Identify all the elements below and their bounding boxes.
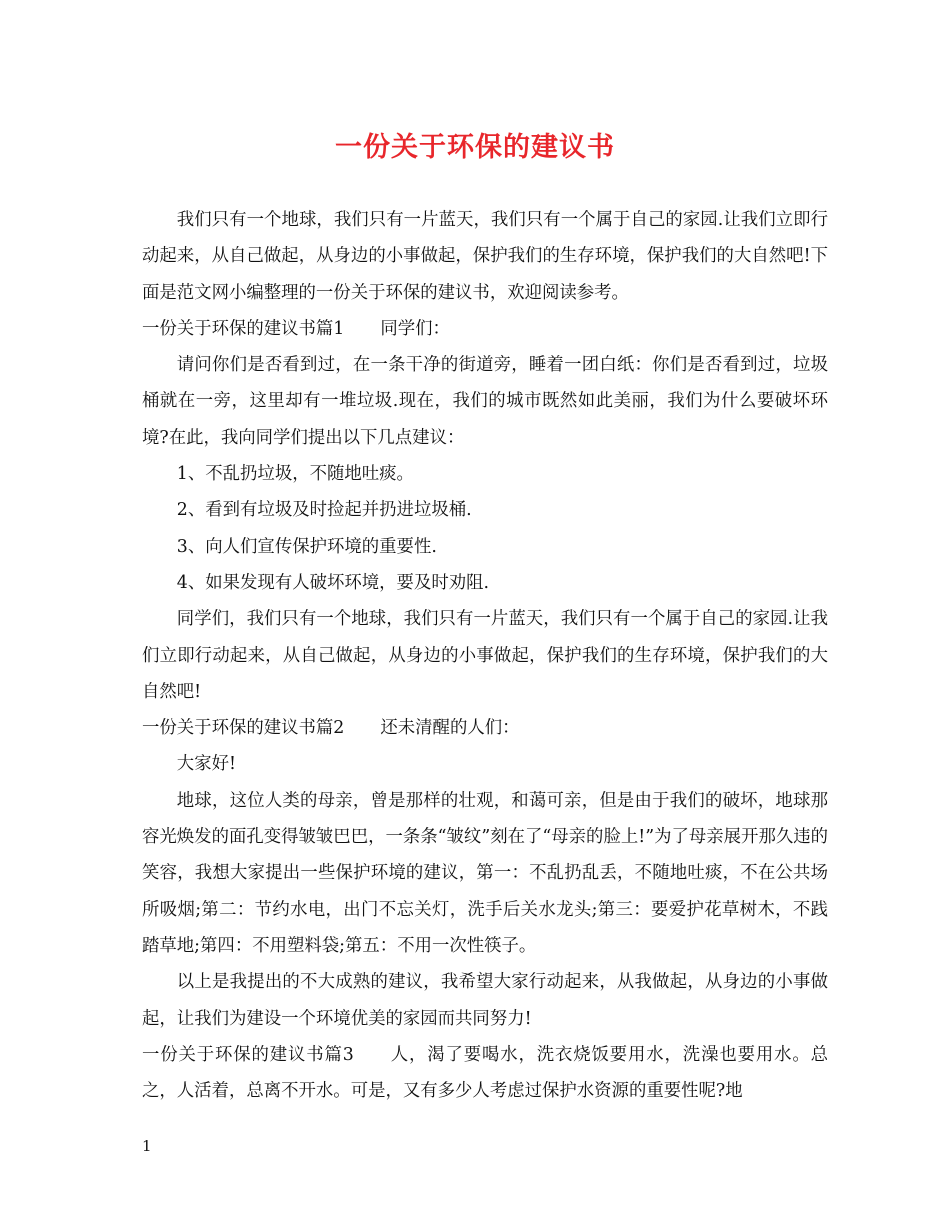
section-2-heading-line <box>142 710 828 746</box>
section-2-paragraph-2: 以上是我提出的不大成熟的建议，我希望大家行动起来，从我做起，从身边的小事做起，让我们为建设一个环境优美的家园而共同努力! <box>142 972 828 1029</box>
suggestion-item-1: 1、不乱扔垃圾，不随地吐痰。 <box>176 464 414 485</box>
suggestion-item-4: 4、如果发现有人破坏环境，要及时劝阻. <box>176 572 490 593</box>
document-title: 一份关于环保的建议书 <box>335 132 615 163</box>
section-1-closing: 同学们，我们只有一个地球，我们只有一片蓝天，我们只有一个属于自己的家园.让我们立即行动起来，从自己做起，从身边的小事做起，保护我们的生存环境，保护我们的大自然吧! <box>142 609 828 702</box>
suggestion-item-2: 2、看到有垃圾及时捡起并扔进垃圾桶. <box>176 500 472 521</box>
section-2-salutation: 还未清醒的人们： <box>380 718 520 739</box>
section-2-paragraph-1: 地球，这位人类的母亲，曾是那样的壮观，和蔼可亲，但是由于我们的破坏，地球那容光焕发的面孔变得皱皱巴巴，一条条“皱纹”刻在了“母亲的脸上!”为了母亲展开那久违的笑容，我想大家提出一些保护环境的建议，第一：不乱扔乱丢，不随地吐痰，不在公共场所吸烟;第二：节约水电，出门不忘关灯，洗手后关水龙头;第三：要爱护花草树木，不践踏草地;第四：不用塑料袋;第五：不用一次性筷子。 <box>142 790 829 956</box>
section-1-heading: 一份关于环保的建议书篇1 <box>142 318 345 339</box>
suggestion-item-3: 3、向人们宣传保护环境的重要性. <box>176 536 437 557</box>
document-body <box>142 202 828 1109</box>
section-3-heading: 一份关于环保的建议书篇3 <box>142 1044 354 1065</box>
section-3-line <box>142 1037 828 1110</box>
section-3-text: 人，渴了要喝水，洗衣烧饭要用水，洗澡也要用水。总之，人活着，总离不开水。可是，又有多少人考虑过保护水资源的重要性呢?地 <box>142 1044 828 1102</box>
section-1-heading-line <box>142 311 828 347</box>
section-1-salutation: 同学们： <box>380 318 450 339</box>
section-2-greeting: 大家好! <box>176 754 236 775</box>
section-2-heading: 一份关于环保的建议书篇2 <box>142 718 345 739</box>
section-1-paragraph: 请问你们是否看到过，在一条干净的街道旁，睡着一团白纸：你们是否看到过，垃圾桶就在一旁，这里却有一堆垃圾.现在，我们的城市既然如此美丽，我们为什么要破坏环境?在此，我向同学们提出以下几点建议： <box>142 355 828 448</box>
page-number: 1 <box>142 1137 152 1155</box>
intro-paragraph: 我们只有一个地球，我们只有一片蓝天，我们只有一个属于自己的家园.让我们立即行动起来，从自己做起，从身边的小事做起，保护我们的生存环境，保护我们的大自然吧!下面是范文网小编整理的一份关于环保的建议书，欢迎阅读参考。 <box>142 210 828 303</box>
